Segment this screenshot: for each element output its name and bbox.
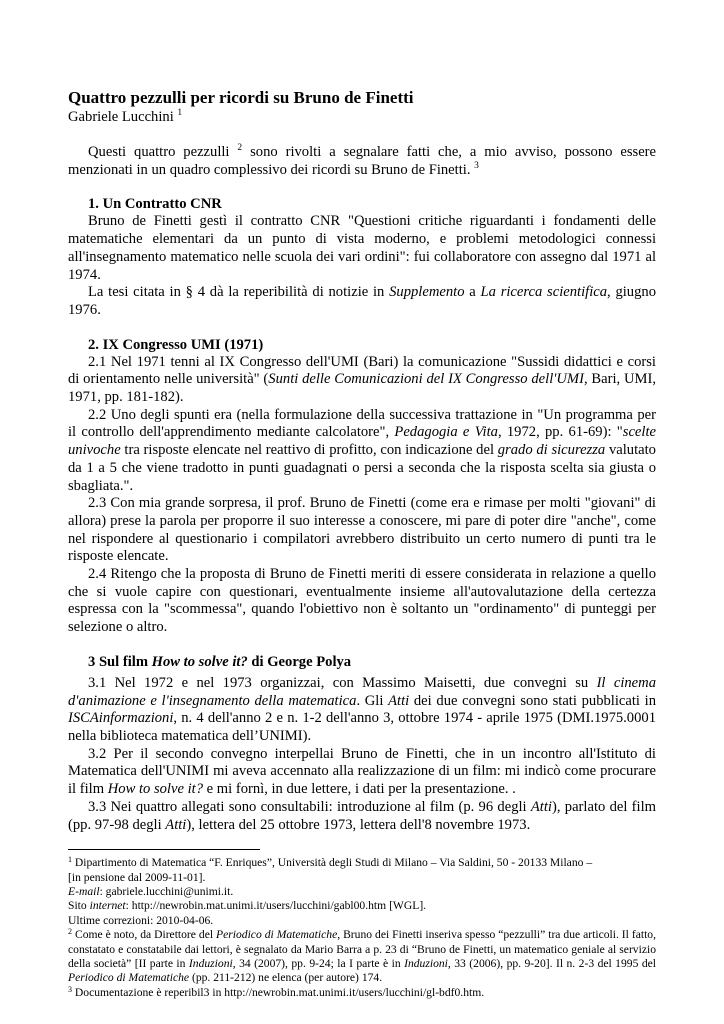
section-1-paragraph-2: La tesi citata in § 4 dà la reperibilità di notizie in Supplemento a La ricerca scientifica, giugno 1976. xyxy=(68,284,656,318)
section-2-paragraph-1: 2.1 Nel 1971 tenni al IX Congresso dell'UMI (Bari) la comunicazione "Sussidi didattici e corsi di orientamento nelle università" (Sunti delle Comunicazioni del IX Congresso dell'UMI, Bari, UMI, 1971, pp. 181-182). xyxy=(68,353,656,406)
document-body xyxy=(68,88,656,1000)
footnote-ref-3[interactable]: 3 xyxy=(474,160,479,171)
section-3-paragraph-3: 3.3 Nei quattro allegati sono consultabili: introduzione al film (p. 96 degli Atti), parlato del film (pp. 97-98 degli Atti), lettera del 25 ottobre 1973, lettera dell'8 novembre 1973. xyxy=(68,798,657,833)
section-2-paragraph-4: 2.4 Ritengo che la proposta di Bruno de Finetti meriti di essere considerata in relazione a quello che si vuole capire con questionari, eventualmente insieme all'autovalutazione della certezza espressa con la "scommessa", quando l'obiettivo non è soltanto un "ordinamento" di punteggi per selezione o altro. xyxy=(68,566,656,636)
footnote-separator xyxy=(68,849,260,850)
footnote-1-email: E-mail: gabriele.lucchini@unimi.it. xyxy=(68,885,234,899)
section-2-paragraph-3: 2.3 Con mia grande sorpresa, il prof. Bruno de Finetti (come era e rimase per molti "giovani" di allora) prese la parola per proporre il suo interesse a conoscere, mi pare di poter dire "anche", come nel rispondere al questionario i compilatori avrebbero distribuito un certo numero di punti tra le risposte elencate. xyxy=(68,495,656,565)
footnote-ref-2[interactable]: 2 xyxy=(237,143,243,153)
section-2-paragraph-2: 2.2 Uno degli spunti era (nella formulazione della successiva trattazione in "Un programma per il controllo dell'apprendimento mediante calcolatore", Pedagogia e Vita, 1972, pp. 61-69): "scelte univoche tra risposte elencate nel reattivo di profitto, con indicazione del grado di sicurezza valutato da 1 a 5 che viene tradotto in punti guadagnati o persi a seconda che la risposta scelta sia giusta o sbagliata.". xyxy=(68,406,656,494)
intro-text-a: Questi quattro pezzulli xyxy=(88,144,238,160)
footnote-1-updated: Ultime correzioni: 2010-04-06. xyxy=(68,913,214,927)
footnote-1-retired: [in pensione dal 2009-11-01]. xyxy=(68,870,206,884)
section-1-heading: 1. Un Contratto CNR xyxy=(88,196,222,213)
document-author xyxy=(68,108,656,126)
footnote-1: $^1$ Dipartimento di Matematica “F. Enriques”, Università degli Studi di Milano – Via Saldini, 50 - 20133 Milano – xyxy=(68,855,593,870)
author-name: Gabriele Lucchini xyxy=(68,109,174,125)
footnote-2: $^2$ Come è noto, da Direttore del Periodico di Matematiche, Bruno dei Finetti inseriva spesso “pezzulli” tra due articoli. Il fatto, constatato e constatabile dai lettori, è segnalato da Mario Barra a p. 23 di “Bruno de Finetti, un matematico geniale al servizio della società” [II parte in Induzioni, 34 (2007), pp. 9-24; la I parte è in Induzioni, 33 (2006), pp. 9-20]. Il n. 2-3 del 1995 del Periodico di Matematiche (pp. 211-212) ne elenca (per autore) 174. xyxy=(68,927,656,985)
footnote-3: $^3$ Documentazione è reperibil3 in http://newrobin.mat.unimi.it/users/lucchini/gl-bdf0.htm. xyxy=(68,984,485,999)
intro-text-b: sono rivolti a segnalare fatti che, a mio avviso, possono essere menzionati in un quadro complessivo dei ricordi su Bruno de Finetti. xyxy=(68,144,657,178)
footnotes xyxy=(68,856,656,1000)
footnote-ref-1[interactable]: 1 xyxy=(177,108,183,118)
intro-paragraph xyxy=(68,144,656,179)
section-3-paragraph-2: 3.2 Per il secondo convegno interpellai Bruno de Finetti, che in un incontro all'Istituto di Matematica dell'UNIMI mi aveva accennato alla realizzazione di un film: mi indicò come procurare il film How to solve it? e mi fornì, in due lettere, i dati per la presentazione. . xyxy=(68,745,656,798)
document-title: Quattro pezzulli per ricordi su Bruno de Finetti xyxy=(68,88,414,107)
section-2-heading: 2. IX Congresso UMI (1971) xyxy=(88,336,264,353)
footnote-1-site: Sito internet: http://newrobin.mat.unimi.it/users/lucchini/gabl00.htm [WGL]. xyxy=(68,899,427,913)
section-1-paragraph-1: Bruno de Finetti gestì il contratto CNR "Questioni critiche riguardanti i fondamenti delle matematiche elementari da un punto di vista moderno, e problemi metodologici connessi all'insegnamento matematico nelle scuola dei vari ordini": fui collaboratore con assegno dal 1971 al 1974. xyxy=(68,213,656,283)
section-3-paragraph-1: 3.1 Nel 1972 e nel 1973 organizzai, con Massimo Maisetti, due convegni su Il cinema d'animazione e l'insegnamento della matematica. Gli Atti dei due convegni sono stati pubblicati in ISCAinformazioni, n. 4 dell'anno 2 e n. 1-2 dell'anno 3, ottobre 1974 - aprile 1975 (DMI.1975.0001 nella biblioteca matematica dell’UNIMI). xyxy=(68,674,656,744)
section-3-heading: 3 Sul film How to solve it? di George Polya xyxy=(88,653,352,670)
